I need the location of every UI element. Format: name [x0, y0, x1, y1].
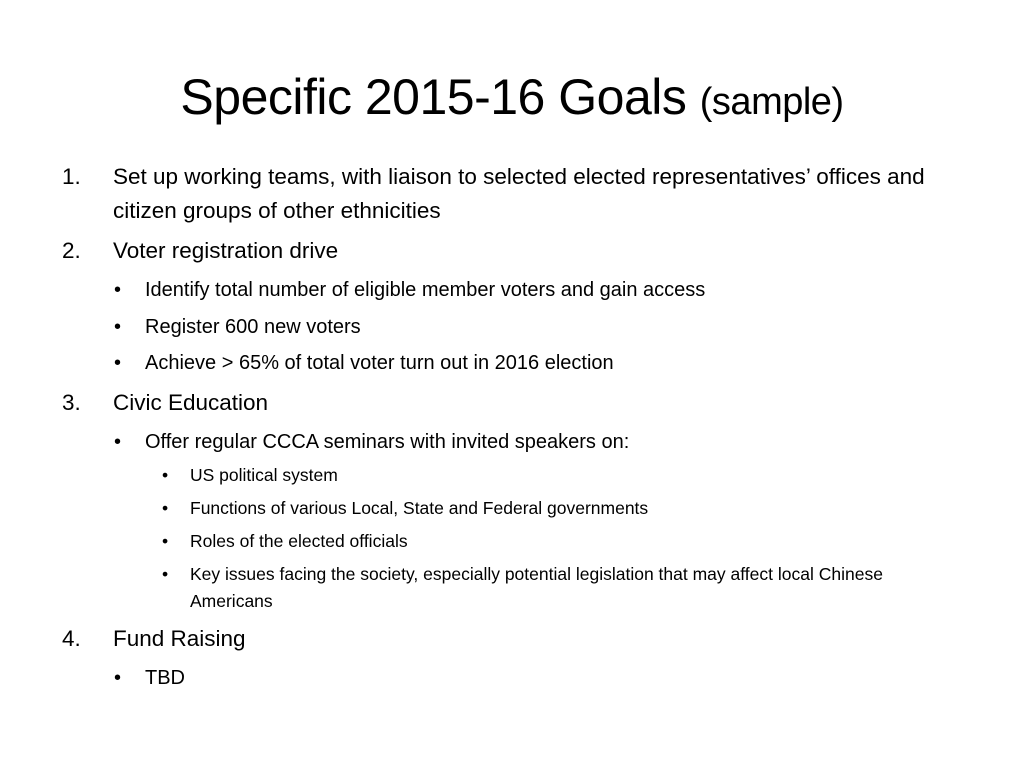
- bullet-icon: •: [162, 465, 169, 485]
- goal-text: Set up working teams, with liaison to selected elected representatives’ offices and citizen groups of other ethnicities: [113, 164, 925, 223]
- bullet-icon: •: [162, 498, 169, 518]
- sub-goal-text: TBD: [145, 667, 185, 689]
- goal-number: 1.: [62, 164, 81, 189]
- bullet-icon: •: [162, 564, 169, 584]
- slide-title: [0, 60, 1024, 139]
- detail-text: Functions of various Local, State and Federal governments: [190, 498, 649, 518]
- sub-goal-text: Achieve > 65% of total voter turn out in 2016 election: [145, 352, 614, 374]
- bullet-icon: •: [114, 279, 122, 301]
- sub-goal-text: Identify total number of eligible member voters and gain access: [145, 279, 706, 301]
- title-main: Specific 2015-16 Goals: [180, 69, 687, 125]
- goal-number: 4.: [62, 626, 81, 651]
- detail-text: Roles of the elected officials: [190, 531, 408, 551]
- goal-text: Civic Education: [113, 390, 269, 415]
- detail-text: Key issues facing the society, especially potential legislation that may affect local Chinese Americans: [190, 564, 883, 611]
- bullet-icon: •: [114, 352, 122, 374]
- sub-goal-text: Register 600 new voters: [145, 316, 361, 338]
- bullet-icon: •: [162, 531, 169, 551]
- title-subtitle: (sample): [699, 81, 844, 123]
- detail-text: US political system: [190, 465, 338, 485]
- bullet-icon: •: [114, 316, 122, 338]
- bullet-icon: •: [114, 667, 122, 689]
- goal-number: 3.: [62, 390, 81, 415]
- bullet-icon: •: [114, 431, 122, 453]
- sub-goal-text: Offer regular CCCA seminars with invited speakers on:: [145, 431, 630, 453]
- goal-number: 2.: [62, 238, 81, 263]
- goal-text: Voter registration drive: [113, 238, 339, 263]
- goal-text: Fund Raising: [113, 626, 246, 651]
